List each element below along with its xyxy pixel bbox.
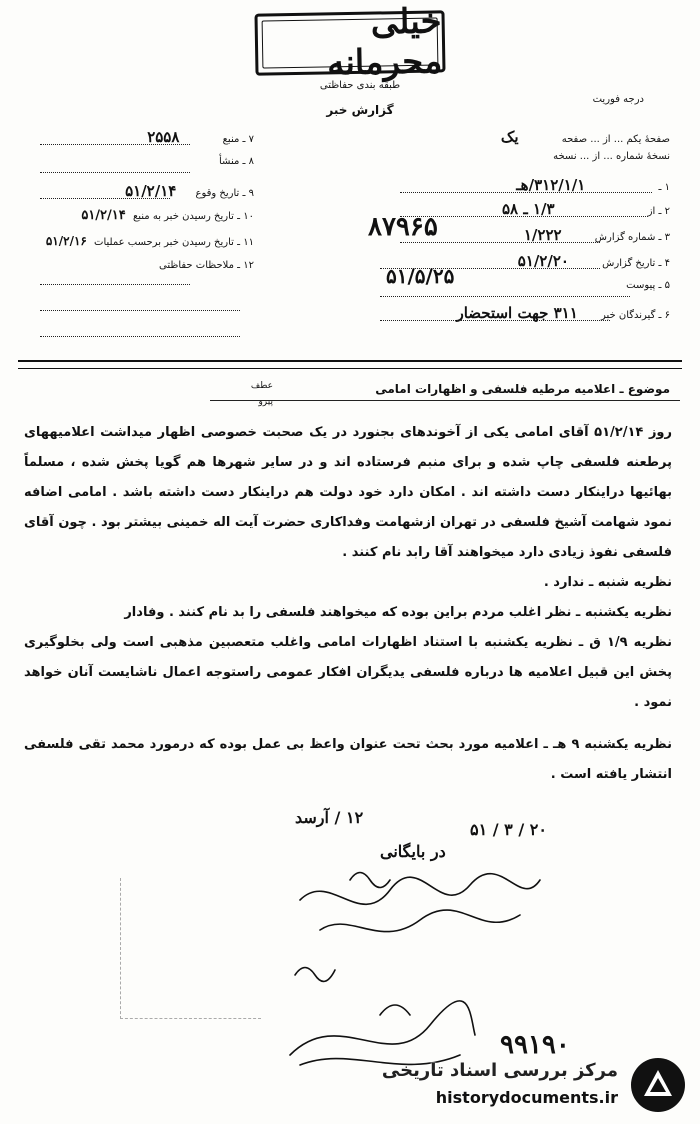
fill-line [40,172,190,173]
handwritten-note: در بایگانی [380,842,446,861]
field-value: ۱/۲۲۲ [523,226,562,244]
archive-logo-icon [628,1056,688,1114]
classification-subtitle: طبقه بندی حفاظتی [319,80,401,91]
faint-stamp-area [120,878,261,1019]
field-label: ۶ ـ گیرندگان خبر [600,310,670,321]
watermark [370,1054,690,1116]
field-12 [24,260,254,271]
watermark-title: مرکز بررسی اسناد تاریخی [381,1060,618,1081]
handwritten-number-mid: ۵۱/۵/۲۵ [386,264,455,288]
report-body [24,418,672,790]
fill-line [380,296,630,297]
reference-label: عطف [250,381,273,391]
field-label: ۹ ـ تاریخ وقوع [195,188,254,199]
field-value: ۵۱/۲/۲۰ [517,252,569,270]
separator-line [18,368,682,369]
handwritten-mark [290,955,350,985]
field-page [501,128,670,146]
fill-line [400,192,652,193]
handwritten-number-top: ۸۷۹۶۵ [368,212,438,242]
field-label: ۴ ـ تاریخ گزارش [602,258,670,269]
handwritten-note: ۱۲ / آرسد [295,808,364,827]
fill-line [40,198,170,199]
handwritten-date: ۲۰ / ۳ / ۵۱ [470,820,547,839]
subject-line: موضوع ـ اعلامیه مرطیه فلسفی و اظهارات امامی [375,382,670,396]
stamp-text: خیلی محرمانه [326,1,443,84]
fill-line [40,310,240,311]
report-title: گزارش خبر [326,103,394,117]
body-paragraph: نظریه یکشنبه ـ نظر اغلب مردم براین بوده که میخواهند فلسفی را بد نام کنند . وفادار [124,605,672,620]
field-value: ۱/۳ ـ ۵۸ [501,200,555,218]
field-10 [24,208,254,223]
fill-line [40,144,190,145]
field-label: ۷ ـ منبع [222,134,254,145]
field-label: ۸ ـ منشأ [218,156,254,167]
signature-scribble [290,860,550,960]
field-value: ۲۵۵۸ [147,128,180,146]
body-paragraph: نظریه ۱/۹ ق ـ نظریه یکشنبه با استناد اظهارات امامی واغلب متعصبین مذهبی است ولی بخلوگیری پخش این قبیل اعلامیه ها درباره فلسفی یدیگران افکار عمومی راستوجه اعمال ناشایست آنان خواهد نمود . [24,635,672,710]
fill-line [40,284,190,285]
fill-line [40,336,240,337]
field-label: ۱۰ ـ تاریخ رسیدن خبر به منبع [132,211,254,222]
body-paragraph: نظریه شنبه ـ ندارد . [543,575,672,590]
followup-label: پیرو [258,397,273,407]
field-value: ۵۱/۲/۱۴ [81,208,126,223]
field-label: نسخهٔ شماره ... از ... نسخه [553,151,670,162]
field-8 [24,156,254,167]
field-value: ۳۱۱ جهت استحضار [456,304,578,322]
subject-underline [210,400,680,401]
urgency-label: درجه فوریت [592,94,644,105]
stamp-border [262,17,439,68]
field-11 [24,234,254,248]
field-label: ۱۲ ـ ملاحظات حفاظتی [159,260,254,271]
fill-line [400,242,600,243]
field-value: یک [500,128,519,146]
field-copy [553,151,670,162]
field-label: ۱ ـ [658,182,670,193]
field-5 [626,280,670,291]
field-label: ۱۱ ـ تاریخ رسیدن خبر برحسب عملیات [94,237,254,248]
separator-line [18,360,682,362]
reference-labels [243,378,273,410]
handwritten-number-bottom: ۹۹۱۹۰ [500,1030,570,1060]
field-value: ۵۱/۲/۱۴ [125,182,177,200]
field-label: ۵ ـ پیوست [626,280,670,291]
field-label: ۳ ـ شماره گزارش [594,232,670,243]
body-paragraph: نظریه یکشنبه ۹ هـ ـ اعلامیه مورد بحث تحت عنوان واعظ بی عمل بوده که درمورد محمد تقی فلسفی انتشار یافته است . [24,737,672,782]
watermark-url: historydocuments.ir [435,1088,618,1107]
field-value: ۵۱/۲/۱۶ [45,234,87,248]
body-paragraph: روز ۵۱/۲/۱۴ آقای امامی یکی از آخوندهای بجنورد در یک صحبت خصوصی اظهار میداشت اعلامیههای پرطعنه فلسفی چاپ شده و برای منبم فرستاده اند و در سایر شهرها هم گویا پخش شده ، مسلماً بهائیها دراینکار دست داشته اند . امکان دارد خود دولت هم دراینکار دست داشته باشد . امامی اضافه نمود شهامت آشیخ فلسفی در تهران ازشهامت وفداکاری حضرت آیت اله خمینی بیشتر بود . چون آقای فلسفی نفوذ زیادی دارد میخواهند آقا رابد نام کنند . [24,425,672,560]
fill-line [380,320,610,321]
field-label: ۲ ـ از [647,206,670,217]
classification-stamp [254,1,445,84]
field-value: ۳۱۲/۱/۱/هـ [516,176,586,194]
field-label: صفحهٔ یکم ... از ... صفحه [561,134,670,145]
